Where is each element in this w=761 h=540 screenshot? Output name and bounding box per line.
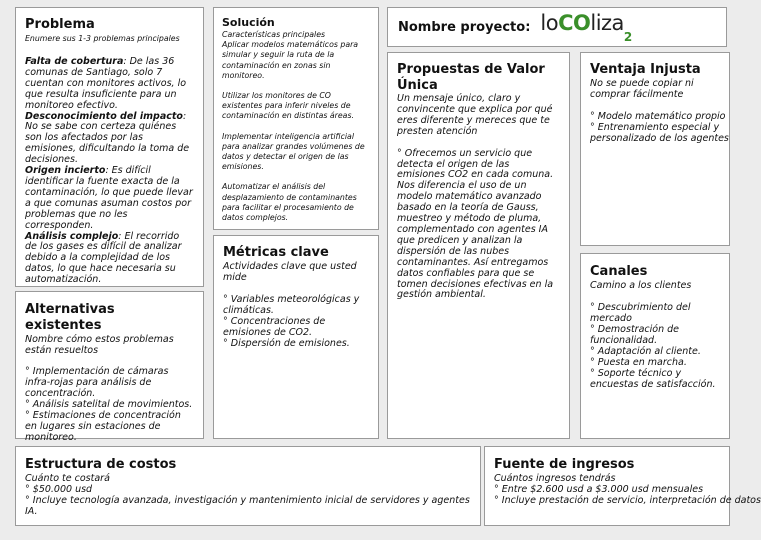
canales-item: ° Demostración de funcionalidad. — [590, 324, 679, 346]
ventaja-subtitle: No se puede copiar ni comprar fácilmente — [590, 78, 694, 100]
canales-list — [590, 302, 720, 390]
costos-subtitle: Cuánto te costará — [25, 473, 110, 484]
canales-section — [580, 253, 730, 439]
problema-list — [25, 57, 194, 286]
ventaja-section — [580, 52, 730, 246]
canales-item: ° Descubrimiento del mercado — [590, 302, 691, 324]
ingresos-list — [494, 484, 761, 506]
alternativas-subtitle: Nombre cómo estos problemas están resueltos — [25, 334, 174, 356]
project-name-label: Nombre proyecto: — [398, 19, 531, 35]
metricas-subtitle: Actividades clave que usted mide — [223, 261, 357, 283]
canales-item: ° Soporte técnico y encuestas de satisfacción. — [590, 368, 716, 390]
solucion-item: Automatizar el análisis del desplazamiento de contaminantes para facilitar el procesamiento de datos complejos. — [222, 182, 357, 223]
solucion-item: Utilizar los monitores de CO existentes para inferir niveles de contaminación en distintas áreas. — [222, 91, 354, 121]
costos-item: ° Incluye tecnología avanzada, investigación y mantenimiento inicial de servidores y agentes IA. — [25, 495, 470, 517]
solucion-list — [222, 40, 370, 223]
costos-section — [15, 446, 481, 526]
problema-item: Origen incierto: Es difícil identificar la fuente exacta de la contaminación, lo que puede llevar a que comunas asuman costos por problemas que no les corresponden. — [25, 165, 193, 231]
propuestas-title: Propuestas de Valor Única — [397, 62, 545, 93]
ingresos-subtitle: Cuántos ingresos tendrás — [494, 473, 616, 484]
project-name-bar — [387, 7, 727, 47]
metricas-item: ° Concentraciones de emisiones de CO2. — [223, 316, 326, 338]
alternativas-list — [25, 366, 194, 443]
ventaja-title: Ventaja Injusta — [590, 62, 701, 77]
propuestas-section — [387, 52, 570, 439]
problema-subtitle: Enumere sus 1-3 problemas principales — [25, 34, 180, 43]
metricas-list — [223, 294, 369, 349]
canales-subtitle: Camino a los clientes — [590, 280, 692, 291]
costos-title: Estructura de costos — [25, 457, 177, 472]
alternativas-section — [15, 291, 204, 443]
costos-item: ° $50.000 usd — [25, 484, 93, 495]
ventaja-item: ° Entrenamiento especial y — [590, 122, 720, 133]
ingresos-title: Fuente de ingresos — [494, 457, 635, 472]
metricas-section — [213, 235, 379, 439]
ventaja-item: personalizado de los agentes — [590, 133, 729, 144]
canales-item: ° Adaptación al cliente. — [590, 346, 701, 357]
ingresos-section — [484, 446, 761, 526]
metricas-item: ° Dispersión de emisiones. — [223, 338, 350, 349]
alternativas-item: ° Estimaciones de concentración en lugares sin estaciones de monitoreo. — [25, 410, 181, 443]
solucion-subtitle: Características principales — [222, 30, 326, 39]
ingresos-item: ° Incluye prestación de servicio, interpretación de datos — [494, 495, 761, 506]
canales-item: ° Puesta en marcha. — [590, 357, 687, 368]
alternativas-item: ° Implementación de cámaras infra-rojas para análisis de concentración. — [25, 366, 169, 399]
metricas-title: Métricas clave — [223, 245, 329, 260]
propuestas-text: ° Ofrecemos un servicio que detecta el origen de las emisiones CO2 en cada comuna. Nos diferencia el uso de un modelo matemático avanzado basado en la teoría de Gauss, muestreo y método de pluma, complementado con agentes IA que predicen y analizan la dispersión de las nubes contaminantes. Así entregamos datos confiables para que se tomen decisiones efectivas en la gestión ambiental. — [397, 147, 554, 301]
ventaja-list — [590, 111, 729, 144]
problema-item: Falta de cobertura: De las 36 comunas de Santiago, solo 7 cuentan con monitores activos, lo que resulta insuficiente para un monitoreo efectivo. — [25, 56, 187, 111]
propuestas-subtitle: Un mensaje único, claro y convincente que explica por qué eres diferente y mereces que te presten atención — [397, 93, 553, 137]
alternativas-title: Alternativas existentes — [25, 302, 115, 333]
canales-title: Canales — [590, 264, 648, 279]
problema-section — [15, 7, 204, 287]
metricas-item: ° Variables meteorológicas y climáticas. — [223, 294, 360, 316]
costos-list — [25, 484, 471, 517]
alternativas-item: ° Análisis satelital de movimientos. — [25, 399, 193, 410]
problema-item: Análisis complejo: El recorrido de los gases es difícil de analizar debido a la complejidad de los datos, lo que hace necesaria su automatización. — [25, 230, 182, 286]
solucion-item: Implementar inteligencia artificial para analizar grandes volúmenes de datos y detectar el origen de las emisiones. — [222, 131, 365, 172]
problema-title: Problema — [25, 17, 95, 32]
solucion-item: Aplicar modelos matemáticos para simular y seguir la ruta de la contaminación en zonas sin monitoreo. — [222, 40, 359, 80]
solucion-title: Solución — [222, 16, 275, 29]
ventaja-item: ° Modelo matemático propio — [590, 111, 726, 122]
problema-item: Desconocimiento del impacto: No se sabe con certeza quiénes son los afectados por las emisiones, dificultando la toma de decisiones. — [25, 110, 190, 166]
solucion-section — [213, 7, 379, 230]
project-logo: loCOliza$_2$ — [540, 11, 632, 44]
ingresos-item: ° Entre $2.600 usd a $3.000 usd mensuales — [494, 484, 704, 495]
